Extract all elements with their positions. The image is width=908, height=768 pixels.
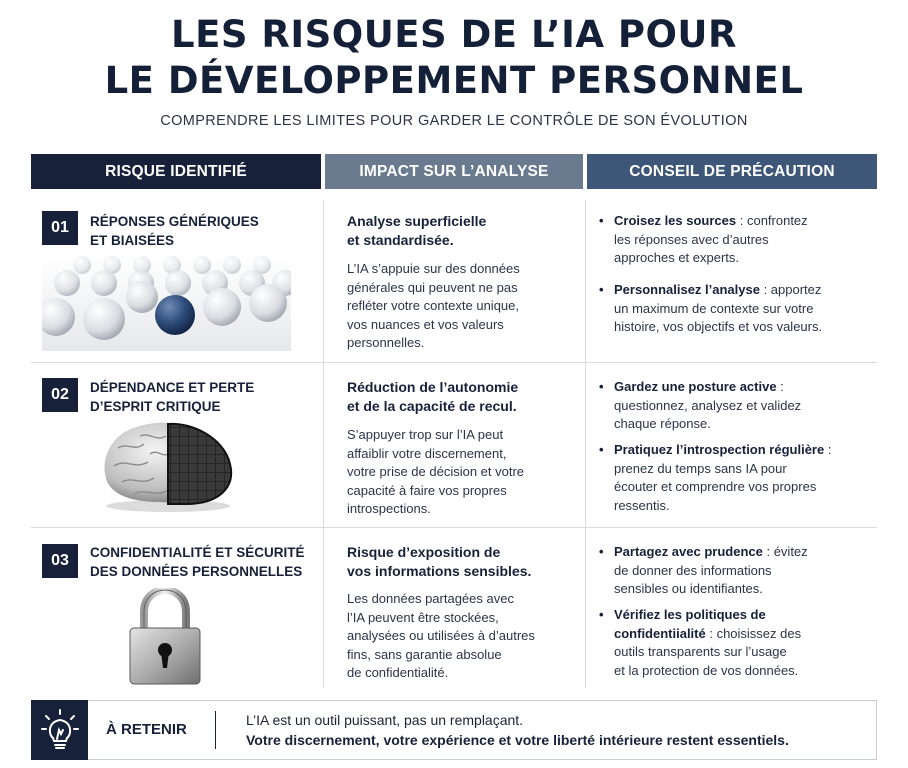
advice-text: : choisissez des bbox=[705, 625, 802, 641]
header-advice: CONSEIL DE PRÉCAUTION bbox=[587, 154, 877, 189]
advice-text: : évitez bbox=[762, 544, 808, 559]
impact-line: introspections. bbox=[347, 501, 431, 516]
lightbulb-icon bbox=[40, 708, 80, 752]
impact-line: personnelles. bbox=[347, 335, 425, 350]
advice-text: questionnez, analysez et validez bbox=[614, 397, 802, 413]
risk-title bbox=[90, 378, 315, 416]
padlock-icon bbox=[128, 588, 202, 686]
advice-keyword: Vérifiez les politiques de bbox=[614, 607, 766, 622]
advice-text: sensibles ou identifiantes. bbox=[614, 581, 763, 596]
impact-description bbox=[347, 426, 577, 519]
row-divider bbox=[31, 362, 877, 363]
risk-title-line: RÉPONSES GÉNÉRIQUES bbox=[90, 214, 259, 229]
impact-title-line: Risque d’exposition de bbox=[347, 544, 501, 560]
impact-description bbox=[347, 590, 577, 683]
advice-text: de donner des informations bbox=[614, 562, 772, 578]
advice-text: : apportez bbox=[759, 282, 822, 297]
risk-title bbox=[90, 543, 315, 581]
advice-keyword: confidentiialité bbox=[614, 625, 706, 641]
advice-item bbox=[599, 441, 872, 515]
row-number: 02 bbox=[42, 378, 78, 412]
advice-keyword: Gardez une posture active bbox=[614, 379, 777, 394]
advice-text: : confrontez bbox=[736, 213, 808, 228]
takeaway-label: À RETENIR bbox=[106, 721, 187, 738]
impact-description bbox=[347, 260, 577, 353]
impact-line: affaiblir votre discernement, bbox=[347, 445, 507, 461]
impact-line: Les données partagées avec bbox=[347, 591, 514, 606]
advice-item bbox=[599, 606, 872, 680]
advice-text: un maximum de contexte sur votre bbox=[614, 300, 814, 316]
advice-text: prenez du temps sans IA pour bbox=[614, 460, 787, 476]
impact-title-line: et standardisée. bbox=[347, 232, 454, 248]
takeaway-line-2: Votre discernement, votre expérience et votre liberté intérieure restent essentiels. bbox=[246, 732, 789, 748]
bullet-icon: • bbox=[599, 607, 604, 622]
impact-line: votre prise de décision et votre bbox=[347, 464, 525, 479]
risk-title-line: DÉPENDANCE ET PERTE bbox=[90, 380, 255, 395]
impact-line: l’IA peuvent être stockées, bbox=[347, 609, 499, 625]
impact-line: L’IA s’appuie sur des données bbox=[347, 261, 520, 276]
impact-line: refléter votre contexte unique, bbox=[347, 298, 519, 313]
advice-text: outils transparents sur l’usage bbox=[614, 644, 787, 659]
advice-text: : bbox=[776, 379, 784, 394]
impact-title-line: Analyse superficielle bbox=[347, 213, 487, 229]
row-number: 01 bbox=[42, 211, 78, 245]
impact-line: fins, sans garantie absolue bbox=[347, 646, 502, 662]
bullet-icon: • bbox=[599, 282, 604, 297]
advice-item bbox=[599, 281, 872, 337]
caged-brain-icon bbox=[98, 418, 240, 514]
impact-title bbox=[347, 378, 577, 416]
impact-line: analysées ou utilisées à d’autres bbox=[347, 628, 535, 643]
impact-line: générales qui peuvent ne pas bbox=[347, 279, 518, 295]
takeaway-line-1: L’IA est un outil puissant, pas un remplaçant. bbox=[246, 712, 524, 728]
bullet-icon: • bbox=[599, 442, 604, 457]
header-risk: RISQUE IDENTIFIÉ bbox=[31, 154, 321, 189]
advice-text: écouter et comprendre vos propres bbox=[614, 479, 817, 494]
lightbulb-icon-box bbox=[31, 700, 88, 760]
bullet-icon: • bbox=[599, 213, 604, 228]
advice-text: chaque réponse. bbox=[614, 416, 711, 431]
advice-text: et la protection de vos données. bbox=[614, 662, 799, 678]
row-number: 03 bbox=[42, 544, 78, 578]
impact-title-line: Réduction de l’autonomie bbox=[347, 379, 519, 395]
advice-keyword: Partagez avec prudence bbox=[614, 544, 763, 559]
impact-title bbox=[347, 212, 577, 250]
impact-line: S’appuyer trop sur l’IA peut bbox=[347, 427, 504, 442]
impact-title-line: et de la capacité de recul. bbox=[347, 398, 517, 414]
advice-text: approches et experts. bbox=[614, 250, 740, 265]
risk-title-line: CONFIDENTIALITÉ ET SÉCURITÉ bbox=[90, 545, 305, 560]
title-line-2: LE DÉVELOPPEMENT PERSONNEL bbox=[104, 59, 804, 102]
header-impact: IMPACT SUR L’ANALYSE bbox=[325, 154, 583, 189]
page-title bbox=[0, 12, 908, 104]
advice-text: ressentis. bbox=[614, 497, 670, 513]
impact-line: vos nuances et vos valeurs bbox=[347, 316, 504, 332]
takeaway-divider bbox=[215, 711, 216, 749]
impact-line: de confidentialité. bbox=[347, 665, 449, 680]
impact-title bbox=[347, 543, 577, 581]
advice-text: : bbox=[824, 442, 832, 457]
column-divider bbox=[323, 200, 324, 688]
advice-keyword: Pratiquez l’introspection régulière bbox=[614, 442, 825, 457]
advice-keyword: Croisez les sources bbox=[614, 213, 737, 228]
risk-title bbox=[90, 212, 315, 250]
bullet-icon: • bbox=[599, 544, 604, 559]
bullet-icon: • bbox=[599, 379, 604, 394]
advice-item bbox=[599, 212, 872, 268]
advice-item bbox=[599, 378, 872, 434]
risk-title-line: DES DONNÉES PERSONNELLES bbox=[90, 564, 303, 579]
row-divider bbox=[31, 527, 877, 528]
advice-keyword: Personnalisez l’analyse bbox=[614, 282, 760, 297]
spheres-one-blue-icon bbox=[42, 255, 291, 351]
title-line-1: LES RISQUES DE L’IA POUR bbox=[171, 13, 737, 56]
risk-title-line: D’ESPRIT CRITIQUE bbox=[90, 399, 221, 414]
column-divider bbox=[585, 200, 586, 688]
impact-line: capacité à faire vos propres bbox=[347, 482, 507, 498]
impact-title-line: vos informations sensibles. bbox=[347, 563, 532, 579]
risk-title-line: ET BIAISÉES bbox=[90, 233, 175, 248]
page-subtitle: COMPRENDRE LES LIMITES POUR GARDER LE CONTRÔLE DE SON ÉVOLUTION bbox=[160, 113, 748, 129]
advice-text: les réponses avec d’autres bbox=[614, 231, 769, 247]
advice-text: histoire, vos objectifs et vos valeurs. bbox=[614, 319, 823, 334]
advice-item bbox=[599, 543, 872, 599]
